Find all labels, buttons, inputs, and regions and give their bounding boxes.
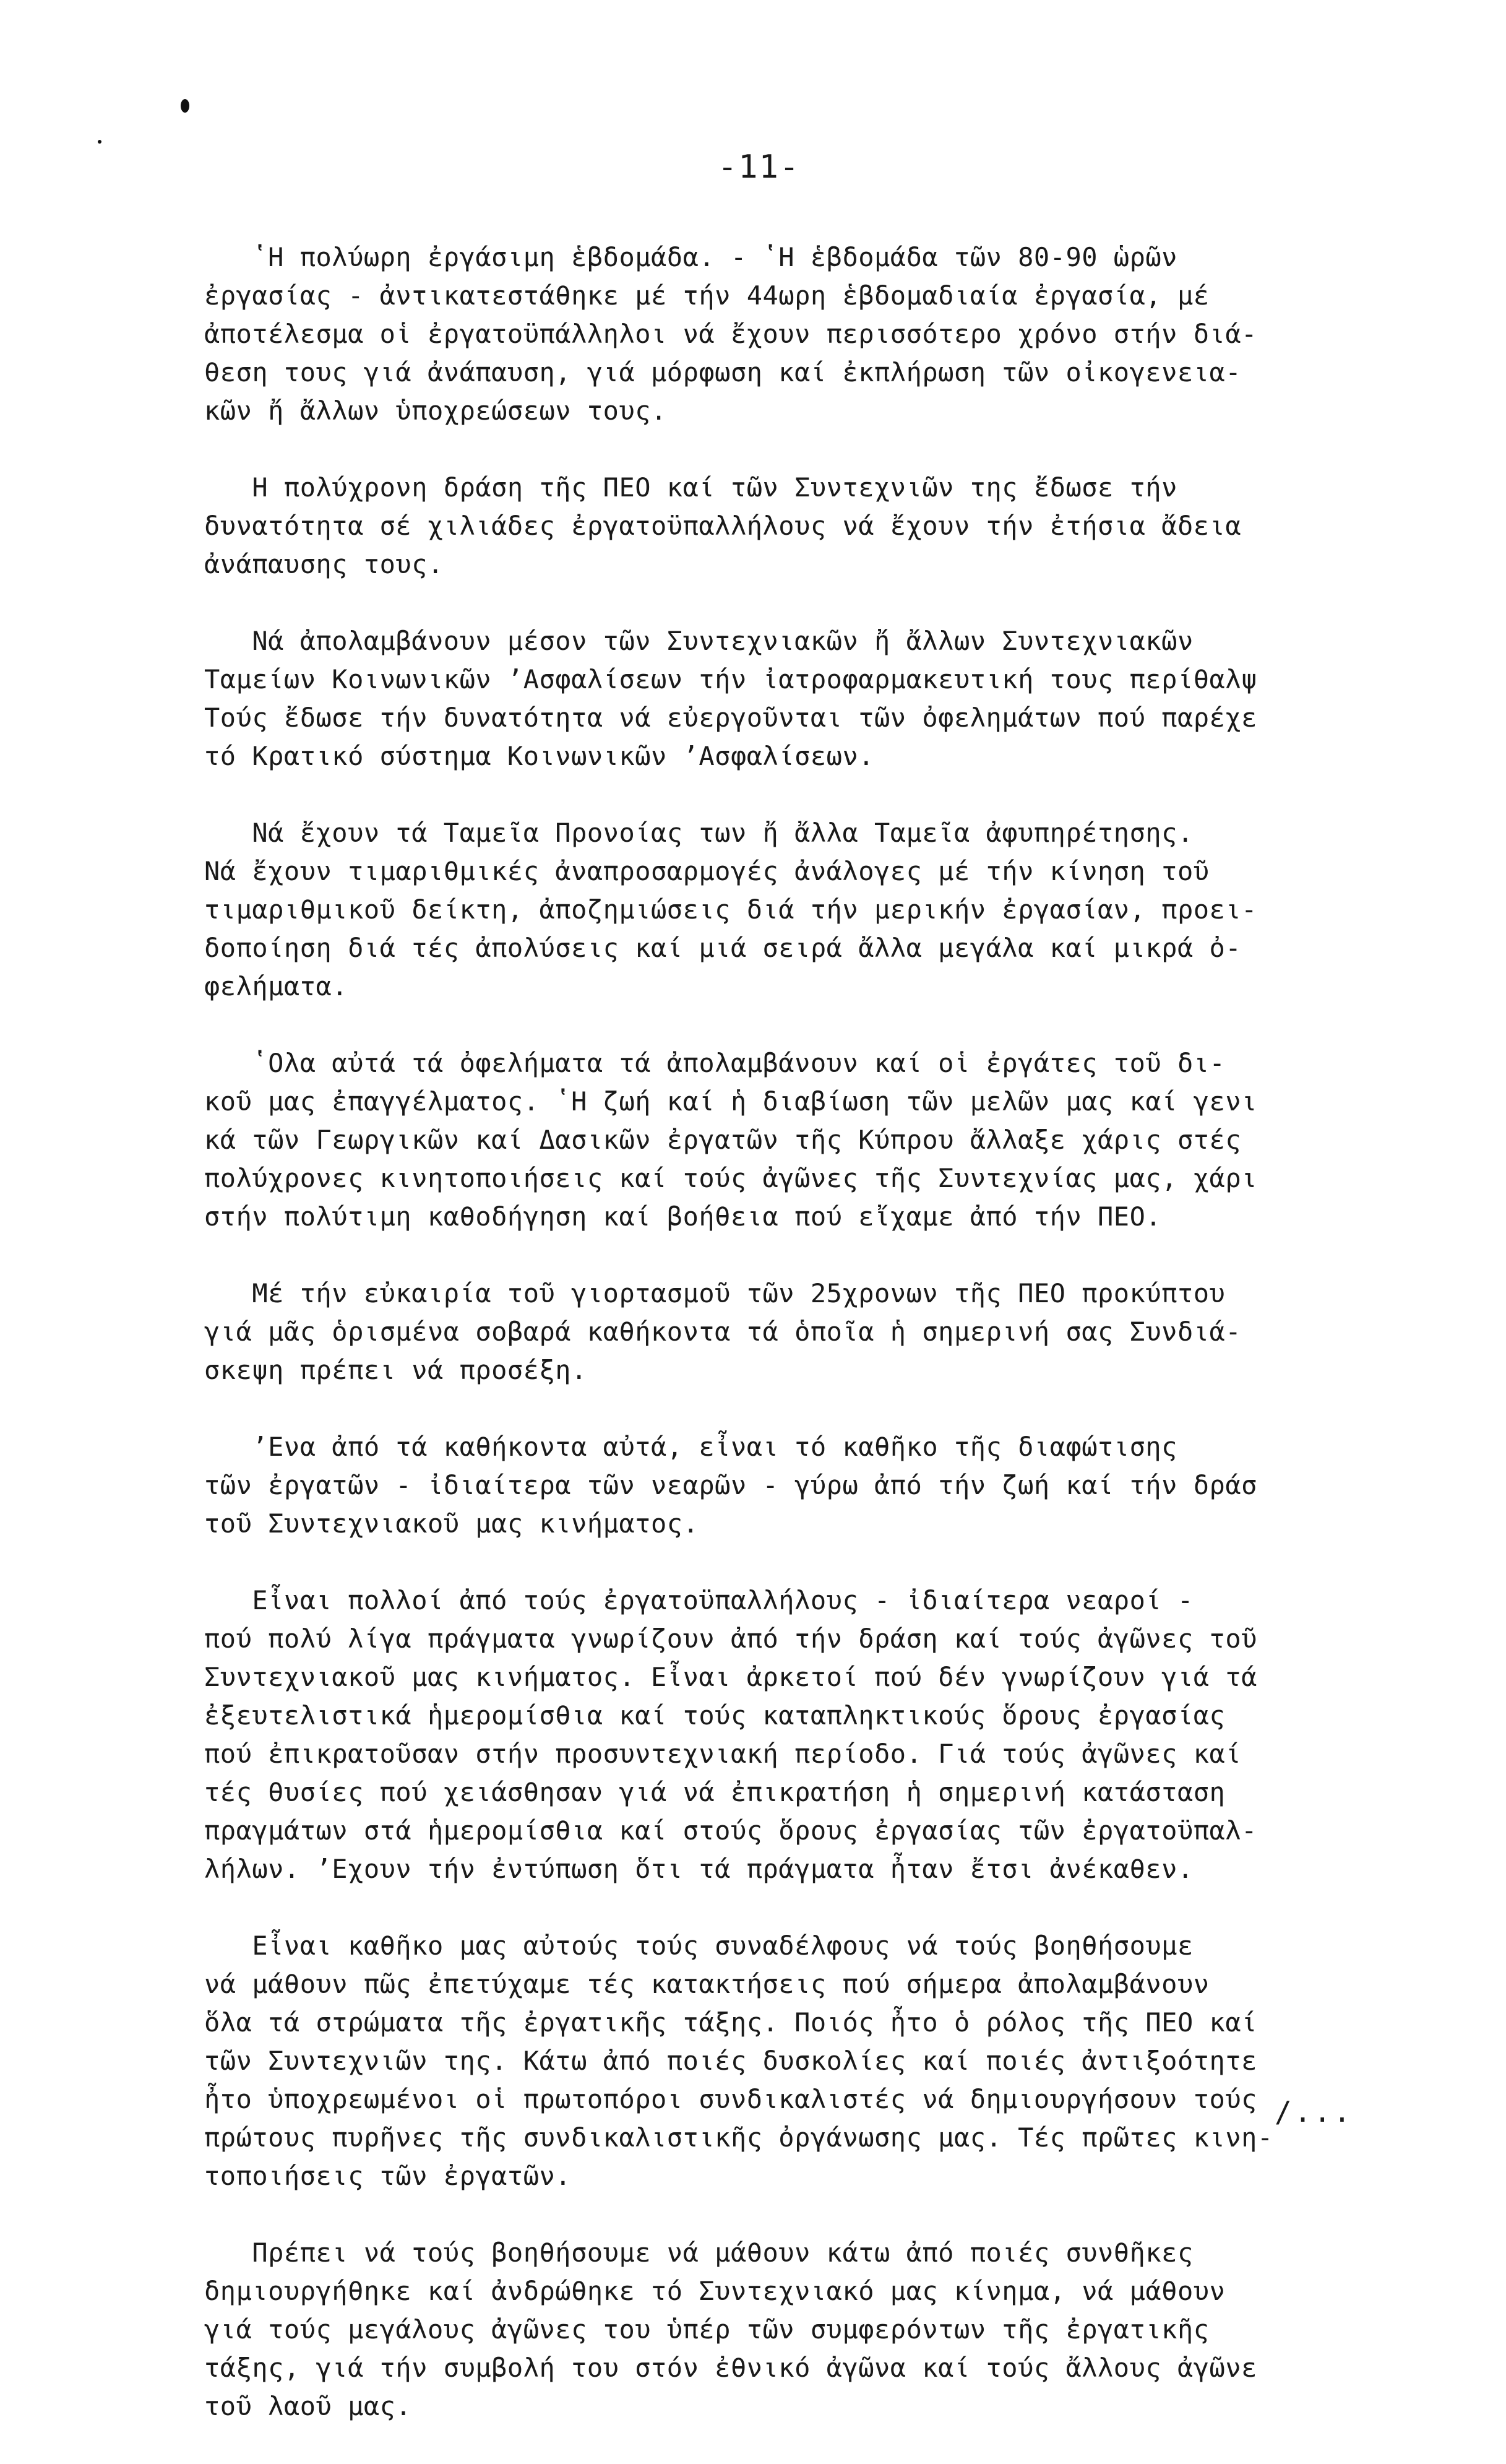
text-line: Η πολύχρονη δράση τῆς ΠΕΟ καί τῶν Συντεχνιῶν της ἔδωσε τήν bbox=[204, 472, 1177, 503]
paragraph bbox=[204, 814, 1411, 1006]
text-line: πρώτους πυρῆνες τῆς συνδικαλιστικῆς ὀργάνωσης μας. Τές πρῶτες κινη- bbox=[204, 2122, 1273, 2153]
text-line: Εἶναι καθῆκο μας αὐτούς τούς συναδέλφους νά τούς βοηθήσουμε bbox=[204, 1930, 1194, 1961]
text-line: δοποίηση διά τές ἀπολύσεις καί μιά σειρά ἄλλα μεγάλα καί μικρά ὀ- bbox=[204, 933, 1242, 963]
text-line: πολύχρονες κινητοποιήσεις καί τούς ἀγῶνες τῆς Συντεχνίας μας, χάρι bbox=[204, 1163, 1257, 1193]
text-line: τοῦ Συντεχνιακοῦ μας κινήματος. bbox=[204, 1508, 699, 1539]
text-line: ἀποτέλεσμα οἱ ἐργατοϋπάλληλοι νά ἔχουν περισσότερο χρόνο στήν διά- bbox=[204, 319, 1257, 349]
text-line: πραγμάτων στά ἡμερομίσθια καί στούς ὅρους ἐργασίας τῶν ἐργατοϋπαλ- bbox=[204, 1815, 1257, 1846]
text-line: τιμαριθμικοῦ δείκτη, ἀποζημιώσεις διά τήν μερικήν ἐργασίαν, προει- bbox=[204, 894, 1257, 925]
text-line: ἐξευτελιστικά ἡμερομίσθια καί τούς καταπληκτικούς ὅρους ἐργασίας bbox=[204, 1700, 1226, 1731]
text-line: τῶν Συντεχνιῶν της. Κάτω ἀπό ποιές δυσκολίες καί ποιές ἀντιξοότητε bbox=[204, 2046, 1257, 2076]
text-line: κοῦ μας ἐπαγγέλματος. ʽΗ ζωή καί ἡ διαβίωση τῶν μελῶν μας καί γενι bbox=[204, 1086, 1257, 1117]
text-line: ἀνάπαυσης τους. bbox=[204, 549, 444, 579]
text-line: τό Κρατικό σύστημα Κοινωνικῶν ʼΑσφαλίσεων. bbox=[204, 741, 875, 771]
text-line: σκεψη πρέπει νά προσέξη. bbox=[204, 1355, 587, 1385]
text-line: τῶν ἐργατῶν - ἰδιαίτερα τῶν νεαρῶν - γύρω ἀπό τήν ζωή καί τήν δράσ bbox=[204, 1470, 1257, 1500]
text-line: ʼΕνα ἀπό τά καθήκοντα αὐτά, εἶναι τό καθῆκο τῆς διαφώτισης bbox=[204, 1432, 1177, 1462]
text-line: Πρέπει νά τούς βοηθήσουμε νά μάθουν κάτω ἀπό ποιές συνθῆκες bbox=[204, 2237, 1194, 2268]
text-line: λήλων. ʼΕχουν τήν ἐντύπωση ὅτι τά πράγματα ἦταν ἔτσι ἀνέκαθεν. bbox=[204, 1854, 1194, 1884]
text-line: κά τῶν Γεωργικῶν καί Δασικῶν ἐργατῶν τῆς Κύπρου ἄλλαξε χάρις στές bbox=[204, 1125, 1242, 1155]
text-line: πού ἐπικρατοῦσαν στήν προσυντεχνιακή περίοδο. Γιά τούς ἀγῶνες καί bbox=[204, 1739, 1242, 1769]
margin-speck bbox=[98, 140, 101, 144]
text-line: κῶν ἤ ἄλλων ὑποχρεώσεων τους. bbox=[204, 396, 667, 426]
paragraph bbox=[204, 1581, 1411, 1888]
text-line: Τούς ἔδωσε τήν δυνατότητα νά εὐεργοῦνται τῶν ὀφελημάτων πού παρέχε bbox=[204, 702, 1257, 733]
paragraph bbox=[204, 1044, 1411, 1236]
text-line: γιά μᾶς ὁρισμένα σοβαρά καθήκοντα τά ὁποῖα ἡ σημερινή σας Συνδιά- bbox=[204, 1316, 1242, 1347]
text-line: πού πολύ λίγα πράγματα γνωρίζουν ἀπό τήν δράση καί τούς ἀγῶνες τοῦ bbox=[204, 1623, 1257, 1654]
text-line: Ταμείων Κοινωνικῶν ʼΑσφαλίσεων τήν ἰατροφαρμακευτική τους περίθαλψ bbox=[204, 664, 1257, 694]
text-line: Μέ τήν εὐκαιρία τοῦ γιορτασμοῦ τῶν 25χρονων τῆς ΠΕΟ προκύπτου bbox=[204, 1278, 1226, 1308]
text-line: Νά ἔχουν τιμαριθμικές ἀναπροσαρμογές ἀνάλογες μέ τήν κίνηση τοῦ bbox=[204, 856, 1210, 886]
paragraph bbox=[204, 238, 1411, 430]
text-line: ʽΟλα αὐτά τά ὀφελήματα τά ἀπολαμβάνουν καί οἱ ἐργάτες τοῦ δι- bbox=[204, 1048, 1226, 1078]
margin-speck bbox=[181, 99, 189, 113]
page-number: -11- bbox=[718, 149, 801, 186]
text-line: φελήματα. bbox=[204, 971, 348, 1001]
text-line: τοποιήσεις τῶν ἐργατῶν. bbox=[204, 2161, 572, 2191]
paragraph bbox=[204, 1927, 1411, 2195]
text-line: στήν πολύτιμη καθοδήγηση καί βοήθεια πού εἴχαμε ἀπό τήν ΠΕΟ. bbox=[204, 1201, 1162, 1232]
text-line: ὅλα τά στρώματα τῆς ἐργατικῆς τάξης. Ποιός ἦτο ὁ ρόλος τῆς ΠΕΟ καί bbox=[204, 2007, 1257, 2038]
text-line: ἦτο ὑποχρεωμένοι οἱ πρωτοπόροι συνδικαλιστές νά δημιουργήσουν τούς bbox=[204, 2084, 1257, 2114]
text-line: Νά ἀπολαμβάνουν μέσον τῶν Συντεχνιακῶν ἤ ἄλλων Συντεχνιακῶν bbox=[204, 626, 1194, 656]
text-line: Συντεχνιακοῦ μας κινήματος. Εἶναι ἀρκετοί πού δέν γνωρίζουν γιά τά bbox=[204, 1662, 1257, 1692]
paragraph-list bbox=[204, 238, 1411, 2426]
text-line: δημιουργήθηκε καί ἀνδρώθηκε τό Συντεχνιακό μας κίνημα, νά μάθουν bbox=[204, 2276, 1226, 2306]
paragraph bbox=[204, 2234, 1411, 2426]
text-line: ʽΗ πολύωρη ἐργάσιμη ἑβδομάδα. - ʽΗ ἑβδομάδα τῶν 80-90 ὡρῶν bbox=[204, 242, 1177, 272]
text-line: Εἶναι πολλοί ἀπό τούς ἐργατοϋπαλλήλους - ἰδιαίτερα νεαροί - bbox=[204, 1585, 1194, 1615]
paragraph bbox=[204, 622, 1411, 776]
text-line: νά μάθουν πῶς ἐπετύχαμε τές κατακτήσεις πού σήμερα ἀπολαμβάνουν bbox=[204, 1969, 1210, 1999]
text-line: τάξης, γιά τήν συμβολή του στόν ἐθνικό ἀγῶνα καί τούς ἄλλους ἀγῶνε bbox=[204, 2353, 1257, 2383]
paragraph bbox=[204, 1428, 1411, 1543]
document-body bbox=[204, 238, 1411, 2464]
text-line: Νά ἔχουν τά Ταμεῖα Προνοίας των ἤ ἄλλα Ταμεῖα ἀφυπηρέτησης. bbox=[204, 818, 1194, 848]
text-line: θεση τους γιά ἀνάπαυση, γιά μόρφωση καί ἐκπλήρωση τῶν οἰκογενεια- bbox=[204, 357, 1242, 387]
text-line: γιά τούς μεγάλους ἀγῶνες του ὑπέρ τῶν συμφερόντων τῆς ἐργατικῆς bbox=[204, 2314, 1210, 2345]
paragraph bbox=[204, 1274, 1411, 1390]
text-line: τοῦ λαοῦ μας. bbox=[204, 2391, 412, 2421]
text-line: τές θυσίες πού χειάσθησαν γιά νά ἐπικρατήση ἡ σημερινή κατάσταση bbox=[204, 1777, 1226, 1807]
paragraph bbox=[204, 469, 1411, 584]
text-line: δυνατότητα σέ χιλιάδες ἐργατοϋπαλλήλους νά ἔχουν τήν ἐτήσια ἄδεια bbox=[204, 511, 1242, 541]
continuation-mark: /... bbox=[1275, 2095, 1353, 2129]
text-line: ἐργασίας - ἀντικατεστάθηκε μέ τήν 44ωρη ἑβδομαδιαία ἐργασία, μέ bbox=[204, 280, 1210, 311]
